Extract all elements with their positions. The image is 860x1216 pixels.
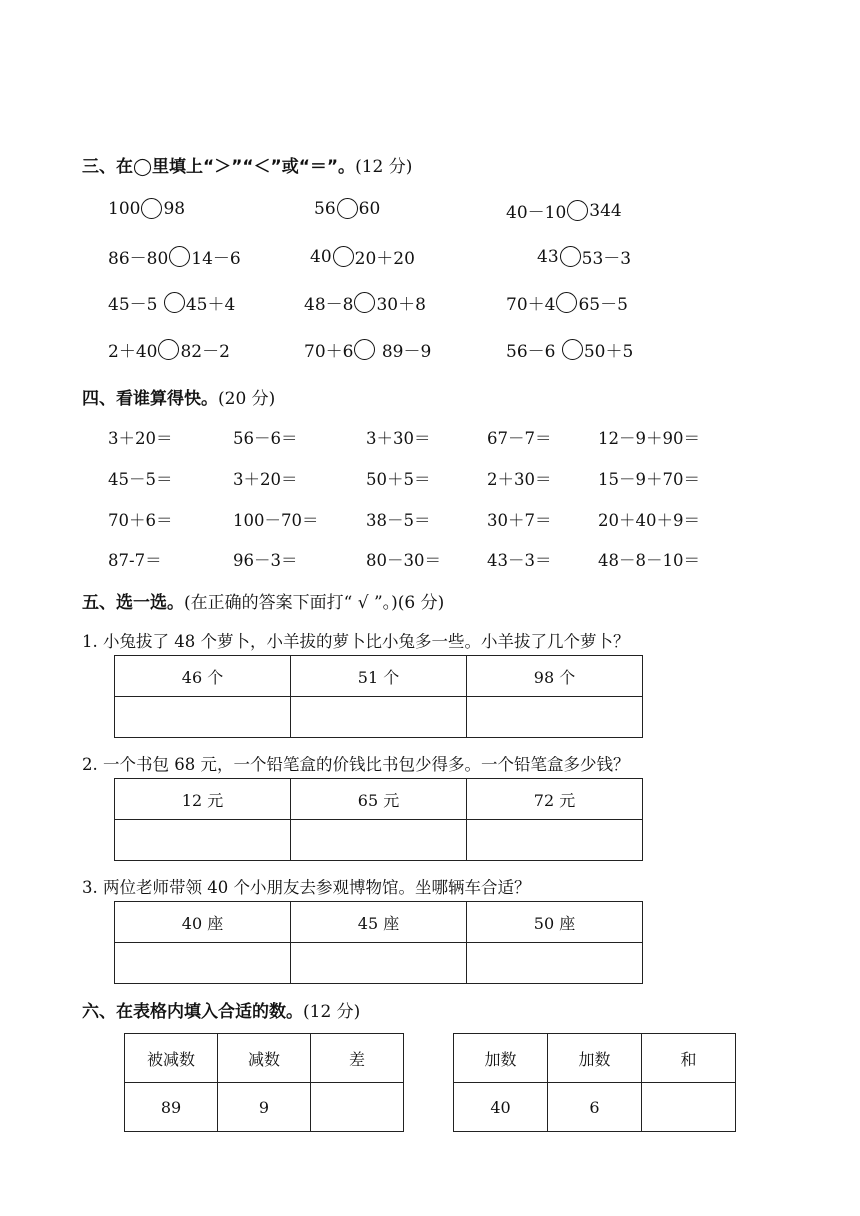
- answer-cell[interactable]: [467, 943, 643, 984]
- answer-cell[interactable]: [291, 943, 467, 984]
- comparison-left: 70＋6: [304, 342, 354, 362]
- header-cell-subtrahend: 减数: [218, 1034, 311, 1083]
- calculation-item: 2＋30＝: [487, 470, 552, 489]
- header-cell-minuend: 被减数: [125, 1034, 218, 1083]
- calculation-item: 3＋20＝: [108, 429, 173, 448]
- comparison-right: 14－6: [191, 249, 241, 269]
- comparison-item: [506, 337, 633, 362]
- section4-title: 四、看谁算得快。: [82, 389, 218, 409]
- answer-circle[interactable]: [169, 246, 190, 267]
- answer-circle[interactable]: [333, 246, 354, 267]
- comparison-right: 89－9: [376, 342, 432, 362]
- answer-cell[interactable]: [115, 820, 291, 861]
- answer-cell[interactable]: [467, 697, 643, 738]
- calculation-item: 20＋40＋9＝: [598, 511, 700, 530]
- answer-circle[interactable]: [354, 339, 375, 360]
- comparison-item: [108, 290, 235, 315]
- value-cell-addend-2: 6: [548, 1083, 642, 1132]
- calculation-item: 56－6＝: [233, 429, 298, 448]
- comparison-right: 20＋20: [354, 249, 415, 269]
- section6-title: 六、在表格内填入合适的数。: [82, 1002, 303, 1022]
- option-cell: 45 座: [291, 902, 467, 943]
- calculation-item: 38－5＝: [366, 511, 431, 530]
- comparison-right: 65－5: [578, 295, 628, 315]
- comparison-item: [108, 244, 241, 269]
- comparison-right: 45＋4: [185, 295, 236, 315]
- section3-points: (12 分): [355, 157, 413, 177]
- comparison-item: [537, 244, 631, 269]
- comparison-left: 48－8: [304, 295, 354, 315]
- comparison-item: [310, 244, 415, 269]
- section6-points: (12 分): [303, 1002, 361, 1022]
- calculation-item: 45－5＝: [108, 470, 173, 489]
- comparison-item: [506, 198, 622, 223]
- comparison-left: 86－80: [108, 249, 169, 269]
- question-2-options: [114, 778, 643, 861]
- option-cell: 12 元: [115, 779, 291, 820]
- answer-cell[interactable]: [115, 697, 291, 738]
- calculation-item: 96－3＝: [233, 551, 298, 570]
- comparison-right: 60: [358, 198, 381, 219]
- section4-points: (20 分): [218, 389, 276, 409]
- calculation-item: 87-7＝: [108, 551, 162, 570]
- comparison-right: 30＋8: [376, 295, 426, 315]
- answer-cell[interactable]: [467, 820, 643, 861]
- section4-heading: [82, 384, 275, 409]
- section5-note: (在正确的答案下面打“ √ ”。): [184, 593, 398, 613]
- answer-circle[interactable]: [562, 339, 583, 360]
- answer-cell[interactable]: [115, 943, 291, 984]
- calculation-item: 3＋20＝: [233, 470, 298, 489]
- subtraction-table: [124, 1033, 404, 1132]
- answer-circle[interactable]: [337, 198, 358, 219]
- answer-cell[interactable]: [291, 820, 467, 861]
- question-2-text: 2. 一个书包 68 元，一个铅笔盒的价钱比书包少得多。一个铅笔盒多少钱？: [82, 755, 630, 774]
- header-cell-difference: 差: [311, 1034, 404, 1083]
- comparison-right: 53－3: [581, 249, 632, 269]
- comparison-item: [314, 198, 380, 219]
- section5-points: (6 分): [397, 593, 445, 613]
- question-3-options: [114, 901, 643, 984]
- value-cell-subtrahend: 9: [218, 1083, 311, 1132]
- option-cell: 40 座: [115, 902, 291, 943]
- option-cell: 98 个: [467, 656, 643, 697]
- calculation-item: 70＋6＝: [108, 511, 173, 530]
- value-cell-minuend: 89: [125, 1083, 218, 1132]
- value-cell-addend-1: 40: [454, 1083, 548, 1132]
- option-cell: 50 座: [467, 902, 643, 943]
- comparison-item: [304, 337, 431, 362]
- comparison-left: 40: [310, 246, 332, 267]
- section3-title: 三、在◯里填上“＞”“＜”或“＝”。: [82, 157, 356, 177]
- calculation-item: 100－70＝: [233, 511, 319, 530]
- answer-circle[interactable]: [567, 200, 588, 221]
- calculation-item: 12－9＋90＝: [598, 429, 700, 448]
- calculation-item: 30＋7＝: [487, 511, 552, 530]
- answer-circle[interactable]: [164, 292, 185, 313]
- answer-circle[interactable]: [141, 198, 162, 219]
- comparison-left: 43: [537, 246, 559, 267]
- question-3-text: 3. 两位老师带领 40 个小朋友去参观博物馆。坐哪辆车合适？: [82, 878, 531, 897]
- comparison-item: [304, 290, 426, 315]
- comparison-item: [108, 337, 230, 362]
- section5-title: 五、选一选。: [82, 593, 184, 613]
- header-cell-sum: 和: [642, 1034, 736, 1083]
- answer-circle[interactable]: [158, 339, 179, 360]
- section6-heading: [82, 997, 360, 1022]
- header-cell-addend-1: 加数: [454, 1034, 548, 1083]
- option-cell: 46 个: [115, 656, 291, 697]
- answer-cell-difference[interactable]: [311, 1083, 404, 1132]
- comparison-right: 82－2: [180, 342, 230, 362]
- option-cell: 65 元: [291, 779, 467, 820]
- comparison-left: 56: [314, 198, 336, 219]
- comparison-item: [506, 290, 628, 315]
- question-1-text: 1. 小兔拔了 48 个萝卜，小羊拔的萝卜比小兔多一些。小羊拔了几个萝卜？: [82, 632, 630, 651]
- header-cell-addend-2: 加数: [548, 1034, 642, 1083]
- calculation-item: 80－30＝: [366, 551, 441, 570]
- comparison-right: 344: [589, 200, 622, 221]
- question-1-options: [114, 655, 643, 738]
- comparison-left: 70＋4: [506, 295, 556, 315]
- addition-table: [453, 1033, 736, 1132]
- calculation-item: 67－7＝: [487, 429, 552, 448]
- comparison-right: 98: [163, 198, 186, 219]
- option-cell: 72 元: [467, 779, 643, 820]
- comparison-left: 56－6: [506, 342, 561, 362]
- answer-cell[interactable]: [291, 697, 467, 738]
- answer-circle[interactable]: [560, 246, 581, 267]
- comparison-left: 2＋40: [108, 342, 158, 362]
- comparison-left: 45－5: [108, 295, 163, 315]
- calculation-item: 48－8－10＝: [598, 551, 700, 570]
- calculation-item: 43－3＝: [487, 551, 552, 570]
- answer-circle[interactable]: [556, 292, 577, 313]
- comparison-left: 40－10: [506, 203, 567, 223]
- answer-circle[interactable]: [354, 292, 375, 313]
- answer-cell-sum[interactable]: [642, 1083, 736, 1132]
- calculation-item: 3＋30＝: [366, 429, 431, 448]
- section3-heading: [82, 152, 412, 177]
- option-cell: 51 个: [291, 656, 467, 697]
- comparison-left: 100: [108, 198, 141, 219]
- comparison-right: 50＋5: [583, 342, 634, 362]
- calculation-item: 50＋5＝: [366, 470, 431, 489]
- comparison-item: [108, 198, 185, 219]
- section5-heading: [82, 588, 444, 613]
- calculation-item: 15－9＋70＝: [598, 470, 700, 489]
